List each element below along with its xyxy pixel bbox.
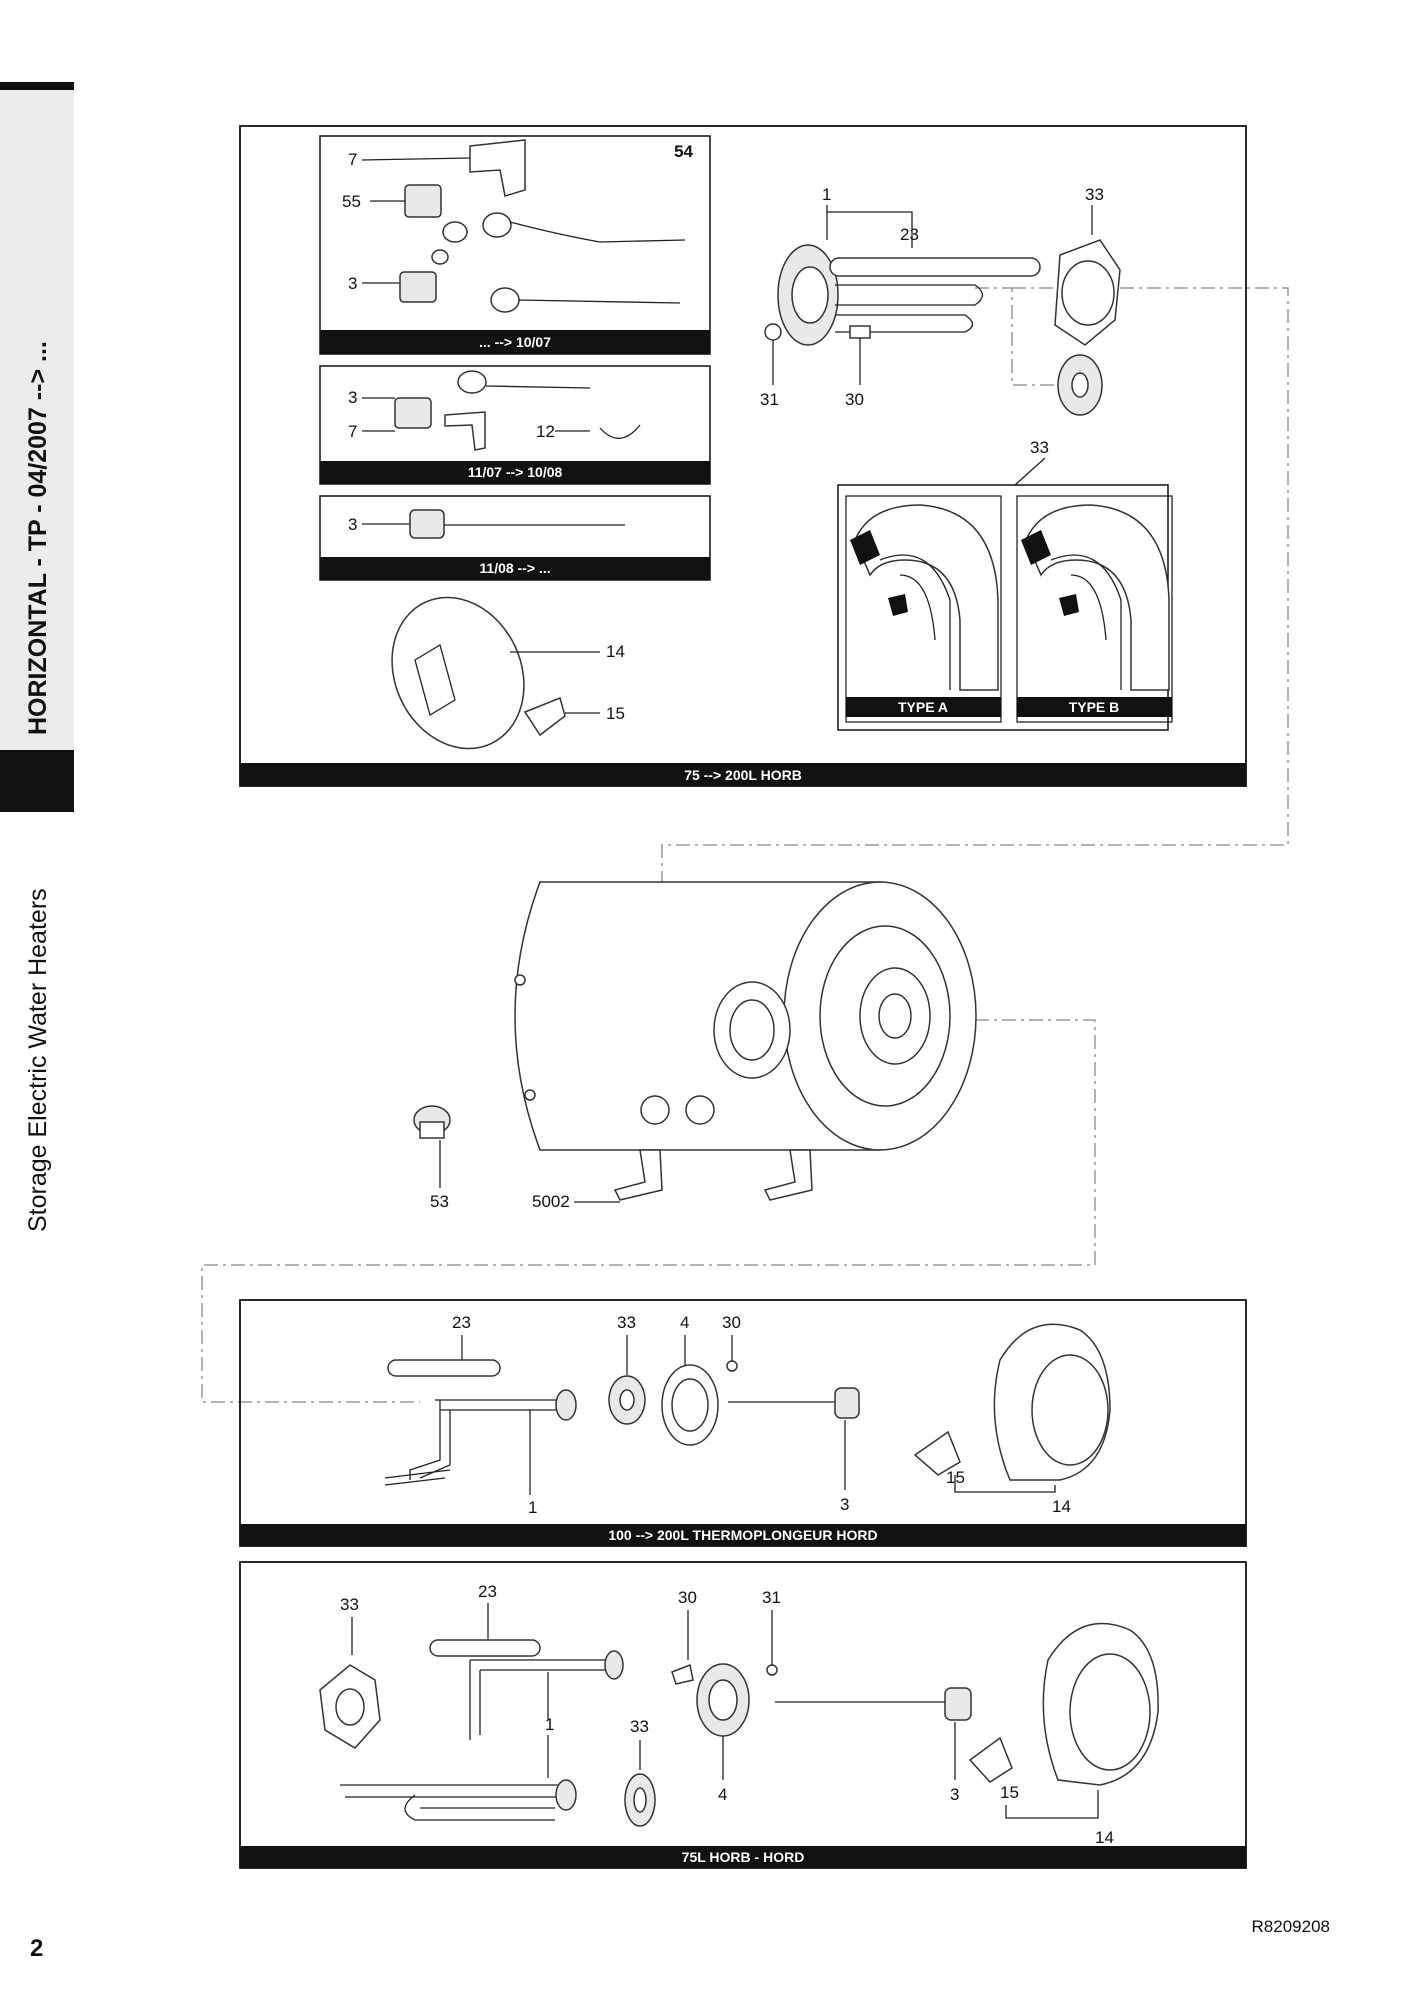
gasket-ring-part bbox=[1055, 240, 1120, 345]
label-4: 4 bbox=[718, 1785, 728, 1804]
label-1: 1 bbox=[545, 1715, 555, 1734]
flange-4-part bbox=[697, 1664, 749, 1736]
panel-caption: 100 --> 200L THERMOPLONGEUR HORD bbox=[608, 1527, 878, 1543]
label-33: 33 bbox=[617, 1313, 636, 1332]
screw-30-part bbox=[850, 326, 870, 338]
seal-33-part bbox=[625, 1774, 655, 1826]
cover-14-part bbox=[368, 576, 548, 771]
mounting-bracket-part bbox=[470, 140, 525, 196]
document-reference: R8209208 bbox=[1251, 1917, 1330, 1936]
inset-thermostat-before-1007 bbox=[320, 136, 710, 354]
label-15: 15 bbox=[606, 704, 625, 723]
gasket-profile-type-b bbox=[1021, 505, 1169, 690]
thermostat-3-part bbox=[400, 272, 436, 302]
nut-31-part bbox=[765, 324, 781, 340]
sidebar-category: Storage Electric Water Heaters bbox=[24, 888, 52, 1232]
label-1: 1 bbox=[822, 185, 832, 204]
label-23: 23 bbox=[478, 1582, 497, 1601]
coil-spring-part bbox=[483, 213, 519, 312]
label-5002: 5002 bbox=[532, 1192, 570, 1211]
sidebar-section-title: HORIZONTAL - TP - 04/2007 --> ... bbox=[24, 341, 52, 735]
label-4: 4 bbox=[680, 1313, 690, 1332]
label-30: 30 bbox=[678, 1588, 697, 1607]
label-15: 15 bbox=[1000, 1783, 1019, 1802]
label-31: 31 bbox=[760, 390, 779, 409]
clip-15-part bbox=[525, 698, 565, 735]
seal-33-part bbox=[609, 1376, 645, 1424]
label-14: 14 bbox=[1095, 1828, 1114, 1847]
label-53: 53 bbox=[430, 1192, 449, 1211]
panel-75-200-horb bbox=[240, 126, 1246, 786]
label-30: 30 bbox=[722, 1313, 741, 1332]
inset-3-caption: 11/08 --> ... bbox=[479, 560, 551, 576]
label-3: 3 bbox=[840, 1495, 850, 1514]
label-33-seal: 33 bbox=[1030, 438, 1049, 457]
gasket-33-part bbox=[320, 1665, 380, 1748]
thermostat-3-part bbox=[835, 1388, 859, 1418]
plug-53-part bbox=[414, 1106, 450, 1138]
dashed-connector-lines bbox=[202, 288, 1288, 1402]
label-14: 14 bbox=[1052, 1497, 1071, 1516]
type-a-caption: TYPE A bbox=[897, 699, 949, 715]
inset-1-caption: ... --> 10/07 bbox=[479, 334, 551, 350]
type-b-caption: TYPE B bbox=[1068, 699, 1120, 715]
support-foot-part bbox=[615, 1150, 662, 1200]
sidebar-black-block bbox=[0, 750, 74, 812]
anode-23-part bbox=[430, 1640, 540, 1656]
thermostat-55-part bbox=[405, 185, 441, 217]
thermostat-3-part bbox=[945, 1688, 971, 1720]
label-23: 23 bbox=[900, 225, 919, 244]
inset-thermostat-1107-1008 bbox=[320, 366, 710, 484]
label-14: 14 bbox=[606, 642, 625, 661]
label-30: 30 bbox=[845, 390, 864, 409]
label-3: 3 bbox=[950, 1785, 960, 1804]
cover-14-part bbox=[994, 1324, 1110, 1480]
label-1: 1 bbox=[528, 1498, 538, 1517]
anode-23-part bbox=[388, 1360, 500, 1376]
clip-15-part bbox=[970, 1738, 1012, 1782]
gasket-type-box bbox=[838, 485, 1172, 730]
panel-thermoplongeur-hord bbox=[240, 1300, 1246, 1546]
label-15: 15 bbox=[946, 1468, 965, 1487]
heating-flange-part bbox=[778, 245, 838, 345]
page-number: 2 bbox=[30, 1935, 44, 1962]
water-heater-tank bbox=[414, 882, 976, 1211]
inset-2-label-7: 7 bbox=[348, 422, 358, 441]
inset-2-label-3: 3 bbox=[348, 388, 358, 407]
inset-2-label-12: 12 bbox=[536, 422, 555, 441]
panel-75l-horb-hord bbox=[240, 1562, 1246, 1868]
gasket-profile-type-a bbox=[850, 505, 998, 690]
heating-element-part bbox=[556, 1390, 576, 1420]
inset-thermostat-after-1108 bbox=[320, 496, 710, 580]
heating-element-part bbox=[340, 1780, 576, 1820]
label-31: 31 bbox=[762, 1588, 781, 1607]
label-23: 23 bbox=[452, 1313, 471, 1332]
panel-caption: 75 --> 200L HORB bbox=[684, 767, 802, 783]
inset-1-label-3: 3 bbox=[348, 274, 358, 293]
inset-1-label-55: 55 bbox=[342, 192, 361, 211]
screw-30-part bbox=[727, 1361, 737, 1371]
nut-31-part bbox=[767, 1665, 777, 1675]
label-33-top: 33 bbox=[1085, 185, 1104, 204]
seal-33-part bbox=[1058, 355, 1102, 415]
inset-1-label-7: 7 bbox=[348, 150, 358, 169]
cover-14-part bbox=[1043, 1623, 1158, 1785]
anode-23-part bbox=[830, 258, 1040, 276]
panel-caption: 75L HORB - HORD bbox=[681, 1849, 805, 1865]
flange-4-part bbox=[662, 1365, 718, 1445]
label-33-left: 33 bbox=[340, 1595, 359, 1614]
label-33-seal: 33 bbox=[630, 1717, 649, 1736]
sidebar-top-rule bbox=[0, 82, 74, 90]
inset-3-label-3: 3 bbox=[348, 515, 358, 534]
inset-1-tag: 54 bbox=[674, 142, 693, 161]
inset-2-caption: 11/07 --> 10/08 bbox=[467, 464, 563, 480]
screw-30-part bbox=[672, 1665, 693, 1684]
